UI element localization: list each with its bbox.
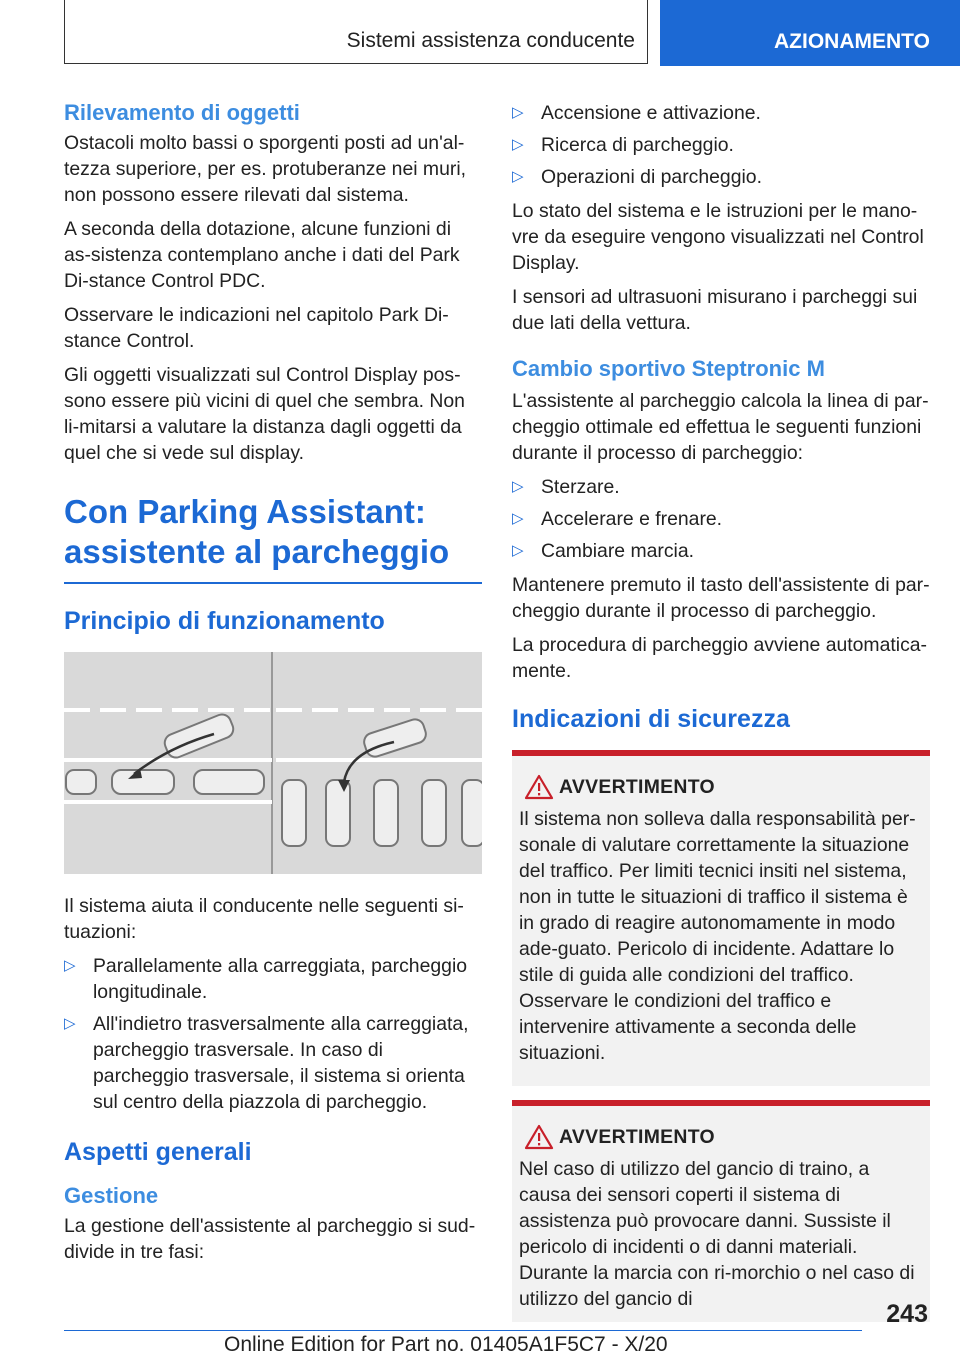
edition-footer: Online Edition for Part no. 01405A1F5C7 - X/20	[224, 1333, 668, 1356]
heading-parking-assistant: Con Parking Assistant: assistente al parcheggio	[64, 493, 450, 570]
list-item: ▷ Parallelamente alla carreggiata, parcheggio longitudinale.	[64, 955, 468, 1003]
triangle-bullet-icon: ▷	[512, 136, 524, 153]
parking-illustration	[64, 652, 482, 874]
list-item: ▷ Ricerca di parcheggio.	[512, 134, 734, 156]
paragraph: Mantenere premuto il tasto dell'assistente di par-cheggio durante il processo di parcheggio.	[512, 574, 930, 622]
heading-rule	[64, 582, 482, 584]
triangle-bullet-icon: ▷	[512, 510, 524, 527]
paragraph: Ostacoli molto bassi o sporgenti posti ad un'al-tezza superiore, per es. protuberanze nei muri, non possono essere rilevati dal sistema.	[64, 132, 467, 206]
heading-principle: Principio di funzionamento	[64, 607, 385, 635]
triangle-bullet-icon: ▷	[512, 104, 524, 121]
warning-box	[512, 750, 930, 1086]
warning-title: AVVERTIMENTO	[519, 1124, 922, 1150]
warning-title: AVVERTIMENTO	[519, 774, 922, 800]
left-column	[64, 100, 482, 1273]
warning-triangle-icon	[519, 774, 559, 800]
phase-list	[512, 100, 930, 190]
paragraph: A seconda della dotazione, alcune funzioni di as-sistenza contemplano anche i dati del Park Di-stance Control PDC.	[64, 218, 460, 292]
list-item: ▷ Accelerare e frenare.	[512, 508, 723, 530]
header-chapter-label: AZIONAMENTO	[774, 30, 930, 53]
footer-rule	[64, 1330, 862, 1331]
paragraph: Gli oggetti visualizzati sul Control Display pos-sono essere più vicini di quel che sembra. Non li-mitarsi a valutare la distanza dagli oggetti da quel che si vede sul display.	[64, 364, 465, 464]
function-list	[512, 474, 930, 564]
triangle-bullet-icon: ▷	[64, 1015, 76, 1032]
warning-box	[512, 1100, 930, 1322]
triangle-bullet-icon: ▷	[512, 168, 524, 185]
paragraph: Lo stato del sistema e le istruzioni per le mano-vre da eseguire vengono visualizzati nel Control Display.	[512, 200, 924, 274]
heading-steptronic: Cambio sportivo Steptronic M	[512, 356, 825, 381]
warning-text: Il sistema non solleva dalla responsabilità per-sonale di valutare correttamente la situazione del traffico. Per limiti tecnici insiti nel sistema, non in tutte le situazioni di traffico il sistema è in grado di reagire autonomamente in modo ade-guato. Pericolo di incidente. Adattare lo stile di guida alle condizioni del traffico. Osservare le condizioni del traffico e intervenire attivamente a seconda delle situazioni.	[519, 808, 916, 1064]
warning-triangle-icon	[519, 1124, 559, 1150]
heading-operation: Gestione	[64, 1183, 159, 1208]
situation-list	[64, 953, 482, 1115]
page-number: 243	[886, 1300, 928, 1328]
heading-object-detection: Rilevamento di oggetti	[64, 100, 300, 125]
warning-text: Nel caso di utilizzo del gancio di traino, a causa dei sensori coperti il sistema di assistenza può provocare danni. Sussiste il pericolo di incidenti o di danni materiali. Durante la marcia con ri-morchio o nel caso di utilizzo del gancio di	[519, 1158, 915, 1310]
list-item: ▷ Cambiare marcia.	[512, 540, 695, 562]
heading-general-aspects: Aspetti generali	[64, 1138, 252, 1166]
right-column	[512, 100, 930, 1322]
list-item: ▷ Sterzare.	[512, 476, 620, 498]
header-chapter-tab[interactable]	[660, 0, 960, 66]
list-item: ▷ Accensione e attivazione.	[512, 102, 761, 124]
paragraph: L'assistente al parcheggio calcola la linea di par-cheggio ottimale ed effettua le seguenti funzioni durante il processo di parcheggio:	[512, 390, 929, 464]
header-section-box	[64, 0, 648, 64]
paragraph: Il sistema aiuta il conducente nelle seguenti si-tuazioni:	[64, 895, 464, 943]
paragraph: La gestione dell'assistente al parcheggio si sud-divide in tre fasi:	[64, 1215, 476, 1263]
triangle-bullet-icon: ▷	[512, 542, 524, 559]
list-item: ▷ Operazioni di parcheggio.	[512, 166, 762, 188]
triangle-bullet-icon: ▷	[64, 957, 76, 974]
paragraph: I sensori ad ultrasuoni misurano i parcheggi sui due lati della vettura.	[512, 286, 918, 334]
list-item: ▷ All'indietro trasversalmente alla carreggiata, parcheggio trasversale. In caso di parcheggio trasversale, il sistema si orienta sul centro della piazzola di parcheggio.	[64, 1013, 469, 1113]
heading-safety: Indicazioni di sicurezza	[512, 705, 790, 733]
paragraph: La procedura di parcheggio avviene automatica-mente.	[512, 634, 928, 682]
paragraph: Osservare le indicazioni nel capitolo Park Di-stance Control.	[64, 304, 449, 352]
header-section-title: Sistemi assistenza conducente	[346, 29, 635, 52]
triangle-bullet-icon: ▷	[512, 478, 524, 495]
